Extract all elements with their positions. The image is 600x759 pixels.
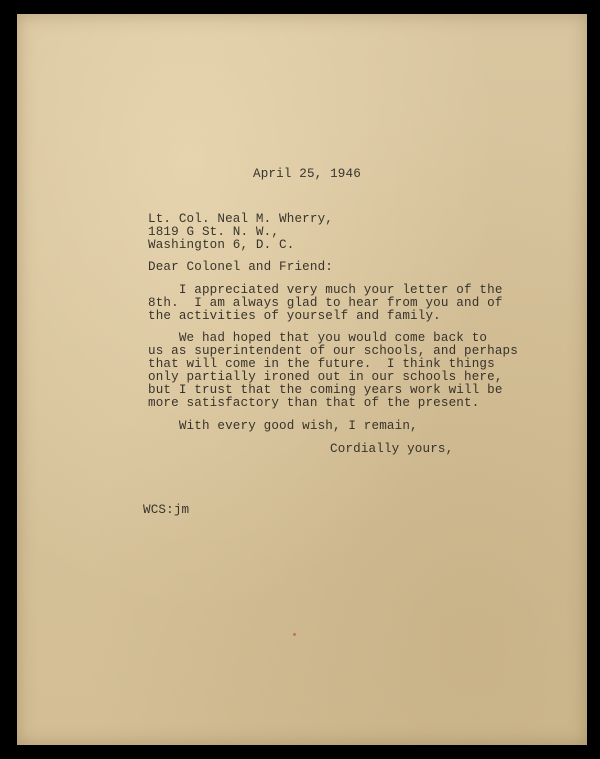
recipient-street: 1819 G St. N. W., [148, 225, 280, 239]
recipient-name: Lt. Col. Neal M. Wherry, [148, 212, 333, 226]
letter-page [17, 14, 587, 745]
paragraph-1-line-1: I appreciated very much your letter of the [148, 283, 503, 297]
paragraph-2-line-5: but I trust that the coming years work will be [148, 383, 503, 397]
recipient-city: Washington 6, D. C. [148, 238, 295, 252]
paragraph-2-line-4: only partially ironed out in our schools here, [148, 370, 503, 384]
paragraph-2-line-3: that will come in the future. I think things [148, 357, 495, 371]
complimentary-close: Cordially yours, [330, 442, 454, 456]
paper-speck [293, 633, 296, 636]
paragraph-3: With every good wish, I remain, [148, 419, 418, 433]
typist-initials: WCS:jm [143, 503, 190, 517]
letter-date: April 25, 1946 [253, 167, 361, 181]
paragraph-2-line-1: We had hoped that you would come back to [148, 331, 488, 345]
salutation: Dear Colonel and Friend: [148, 260, 333, 274]
paragraph-1-line-2: 8th. I am always glad to hear from you and of [148, 296, 503, 310]
paragraph-2-line-6: more satisfactory than that of the present. [148, 396, 480, 410]
paragraph-2-line-2: us as superintendent of our schools, and perhaps [148, 344, 518, 358]
paragraph-1-line-3: the activities of yourself and family. [148, 309, 441, 323]
